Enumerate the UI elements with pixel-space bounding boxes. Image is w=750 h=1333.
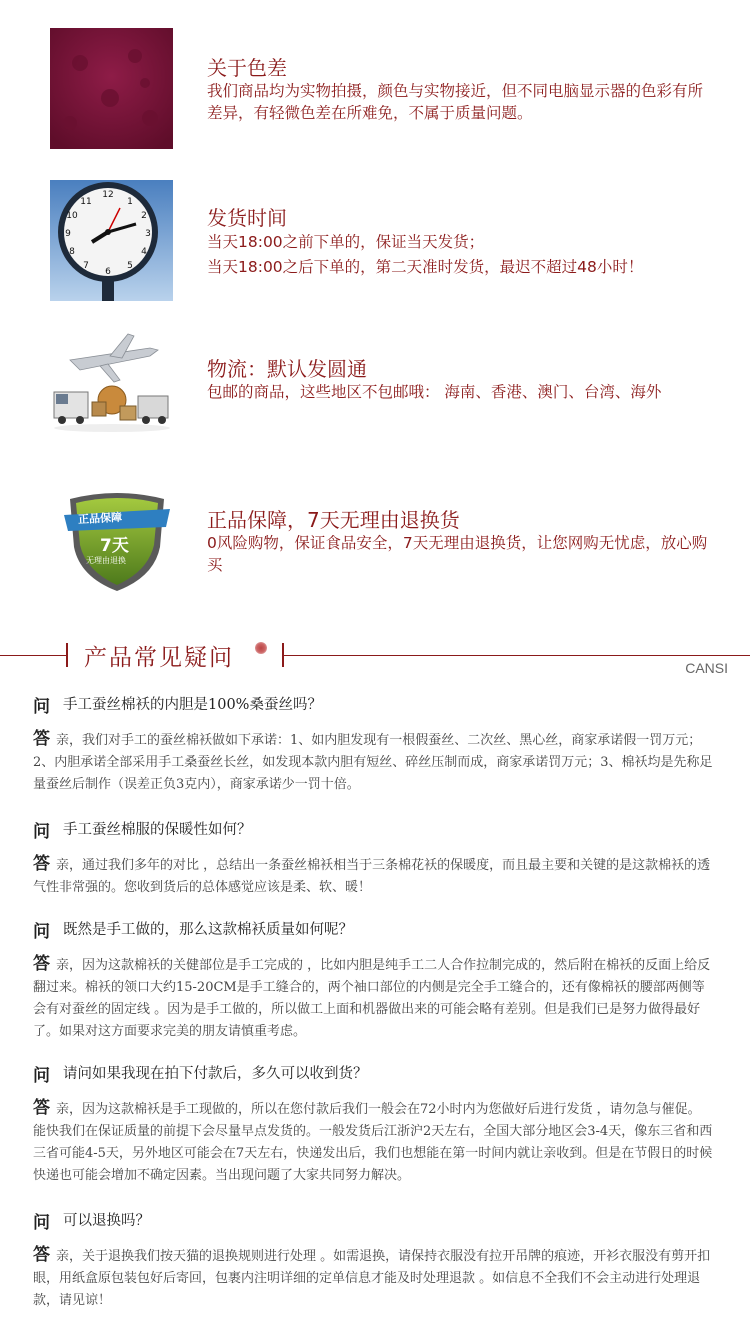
question-text: 既然是手工做的，那么这款棉袄质量如何呢？ [63, 922, 353, 938]
feature-text: 包邮的商品，这些地区不包邮哦： 海南、香港、澳门、台湾、海外 [207, 383, 662, 401]
svg-text:6: 6 [105, 267, 111, 277]
answer-block [33, 1097, 713, 1187]
svg-text:4: 4 [141, 247, 147, 257]
faq-section-header [0, 630, 750, 678]
feature-text-line-1: 当天18:00之前下单的，保证当天发货； [207, 233, 485, 251]
answer-mark-label: 答 [33, 1245, 50, 1265]
question-text: 手工蚕丝棉服的保暖性如何？ [63, 822, 252, 838]
section-title: 产品常见疑问 [84, 645, 234, 671]
svg-text:2: 2 [141, 211, 147, 221]
svg-text:7: 7 [83, 261, 89, 271]
answer-text: 亲，因为这款棉袄是手工现做的，所以在您付款后我们一般会在72小时内为您做好后进行发货 ，请勿急与催促。能快我们在保证质量的前提下会尽量早点发货的。一般发货后江浙沪2天左右，全国大部分地区会3-4天，像东三省和西三省可能4-5天，另外地区可能会在7天左右，快递发出后，我们也想能在第一时间内就让亲收到。但是在节假日的时候快递也可能会增加不确定因素。当出现问题了大家共同努力解决。 [33, 1102, 713, 1183]
guarantee-shield-image [62, 485, 172, 595]
answer-block [33, 728, 713, 796]
answer-block [33, 853, 713, 899]
faq-item [33, 917, 713, 1043]
badge-line-3: 无理由退换 [86, 556, 126, 565]
svg-text:11: 11 [80, 197, 92, 207]
svg-text:3: 3 [145, 229, 151, 239]
divider [284, 655, 750, 656]
answer-mark-label: 答 [33, 854, 50, 874]
feature-title: 正品保障，7天无理由退换货 [207, 508, 460, 532]
question-text: 手工蚕丝棉袄的内胆是100%桑蚕丝吗？ [63, 697, 322, 713]
answer-text: 亲，因为这款棉袄的关健部位是手工完成的 ，比如内胆是纯手工二人合作拉制完成的，然后附在棉袄的反面上给反翻过来。棉袄的领口大约15-20CM是手工缝合的，两个袖口部位的内侧是完全手工缝合的，还有像棉袄的腰部两侧等会有对蚕丝的固定线 。因为是手工做的，所以做工上面和机器做出来的可能会略有差别。但是我们已是努力做得最好了。如果对这方面要求完美的朋友请慎重考虑。 [33, 958, 711, 1039]
logistics-icon [50, 330, 173, 451]
question-mark-label: 问 [33, 1066, 50, 1086]
fabric-swatch-image [50, 28, 173, 149]
svg-text:5: 5 [127, 261, 133, 271]
faq-item [33, 1061, 713, 1187]
answer-text: 亲，通过我们多年的对比 ，总结出一条蚕丝棉袄相当于三条棉花袄的保暖度，而且最主要和关键的是这款棉袄的透气性非常强的。您收到货后的总体感觉应该是柔、软、暖！ [33, 858, 711, 895]
svg-text:9: 9 [65, 229, 71, 239]
question-mark-label: 问 [33, 697, 50, 717]
answer-mark-label: 答 [33, 1098, 50, 1118]
question-row [33, 817, 713, 841]
logistics-image [50, 330, 173, 451]
question-text: 可以退换吗？ [63, 1213, 150, 1229]
brand-label: CANSI [685, 660, 728, 676]
question-row [33, 1208, 713, 1232]
feature-text-line-2: 当天18:00之后下单的，第二天准时发货，最迟不超过48小时！ [207, 258, 644, 276]
question-row [33, 1061, 713, 1085]
answer-block [33, 1244, 713, 1312]
answer-block [33, 953, 713, 1043]
divider [0, 655, 66, 656]
answer-mark-label: 答 [33, 954, 50, 974]
question-mark-label: 问 [33, 1213, 50, 1233]
clock-image [50, 180, 173, 301]
feature-title: 关于色差 [207, 56, 287, 80]
answer-text: 亲，我们对手工的蚕丝棉袄做如下承诺：1、如内胆发现有一根假蚕丝、二次丝、黑心丝，商家承诺假一罚万元；2、内胆承诺全部采用手工桑蚕丝长丝，如发现本款内胆有短丝、碎丝压制而成，商家承诺罚万元；3、棉袄均是先称足量蚕丝后制作（误差正负3克内），商家承诺少一罚十倍。 [33, 733, 713, 792]
question-mark-label: 问 [33, 822, 50, 842]
badge-line-1: 正品保障 [77, 510, 123, 527]
answer-text: 亲，关于退换我们按天猫的退换规则进行处理 。如需退换，请保持衣服没有拉开吊牌的痕迹，开衫衣服没有剪开扣眼，用纸盒原包装包好后寄回，包裹内注明详细的定单信息才能及时处理退款 。如信息不全我们不会主动进行处理退款，请见谅！ [33, 1249, 711, 1308]
svg-text:10: 10 [66, 211, 78, 221]
svg-text:1: 1 [127, 197, 133, 207]
question-row [33, 917, 713, 941]
answer-mark-label: 答 [33, 729, 50, 749]
feature-title: 物流：默认发圆通 [207, 357, 367, 381]
clock-icon [50, 180, 173, 301]
feature-text: 0风险购物，保证食品安全，7天无理由退换货，让您网购无忧虑，放心购买 [207, 534, 708, 574]
svg-text:8: 8 [69, 247, 75, 257]
feature-text: 我们商品均为实物拍摄，颜色与实物接近，但不同电脑显示器的色彩有所差异，有轻微色差在所难免，不属于质量问题。 [207, 82, 704, 122]
faq-item [33, 1208, 713, 1312]
decorative-dot-icon [255, 642, 267, 654]
feature-title: 发货时间 [207, 206, 287, 230]
faq-item [33, 817, 713, 899]
question-text: 请问如果我现在拍下付款后，多久可以收到货？ [63, 1066, 368, 1082]
question-row [33, 692, 713, 716]
divider [66, 643, 68, 667]
svg-text:12: 12 [102, 190, 114, 200]
faq-item [33, 692, 713, 796]
badge-line-2: 7天 [100, 536, 129, 556]
question-mark-label: 问 [33, 922, 50, 942]
fabric-swatch-icon [50, 28, 173, 149]
